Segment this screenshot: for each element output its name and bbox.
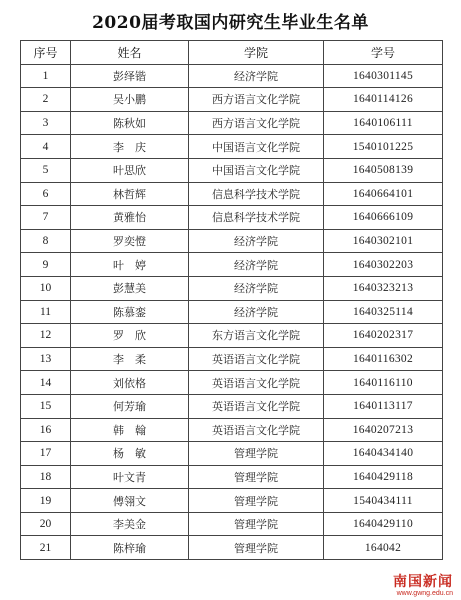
cell-student-id: 1640429118 (324, 465, 443, 489)
news-watermark (361, 574, 453, 598)
watermark-url: www.gwng.edu.cn (396, 590, 453, 597)
cell-school: 经济学院 (189, 253, 324, 277)
header-student-id: 学号 (324, 41, 443, 65)
cell-student-id: 1640434140 (324, 442, 443, 466)
table-row (21, 88, 443, 112)
cell-school: 经济学院 (189, 229, 324, 253)
cell-student-id: 1640664101 (324, 182, 443, 206)
cell-name: 黄雅怡 (71, 206, 189, 230)
cell-name: 彭绎锴 (71, 64, 189, 88)
cell-school: 经济学院 (189, 300, 324, 324)
cell-index: 10 (21, 276, 71, 300)
cell-index: 9 (21, 253, 71, 277)
cell-name: 吴小鹏 (71, 88, 189, 112)
table-row (21, 300, 443, 324)
table-header-row (21, 41, 443, 65)
cell-name: 陈慕銮 (71, 300, 189, 324)
cell-student-id: 1640114126 (324, 88, 443, 112)
cell-student-id: 1540101225 (324, 135, 443, 159)
table-row (21, 394, 443, 418)
cell-student-id: 1640116302 (324, 347, 443, 371)
table-row (21, 253, 443, 277)
cell-name: 傅翎文 (71, 489, 189, 513)
cell-index: 12 (21, 324, 71, 348)
cell-name: 叶文青 (71, 465, 189, 489)
table-row (21, 512, 443, 536)
cell-name: 杨 敏 (71, 442, 189, 466)
cell-name: 林哲辉 (71, 182, 189, 206)
cell-name: 罗奕憕 (71, 229, 189, 253)
table-row (21, 111, 443, 135)
table-row (21, 418, 443, 442)
cell-index: 15 (21, 394, 71, 418)
table-row (21, 158, 443, 182)
cell-index: 3 (21, 111, 71, 135)
cell-school: 管理学院 (189, 512, 324, 536)
cell-index: 7 (21, 206, 71, 230)
cell-index: 6 (21, 182, 71, 206)
cell-student-id: 1640325114 (324, 300, 443, 324)
cell-name: 彭慧美 (71, 276, 189, 300)
table-body (21, 64, 443, 559)
cell-school: 信息科学技术学院 (189, 206, 324, 230)
cell-student-id: 1640323213 (324, 276, 443, 300)
cell-school: 英语语言文化学院 (189, 418, 324, 442)
document-title: 2020届考取国内研究生毕业生名单 (92, 13, 369, 33)
cell-school: 英语语言文化学院 (189, 394, 324, 418)
cell-index: 1 (21, 64, 71, 88)
cell-index: 18 (21, 465, 71, 489)
cell-school: 东方语言文化学院 (189, 324, 324, 348)
cell-school: 管理学院 (189, 536, 324, 560)
cell-index: 14 (21, 371, 71, 395)
header-school: 学院 (189, 41, 324, 65)
table-row (21, 442, 443, 466)
cell-school: 西方语言文化学院 (189, 111, 324, 135)
cell-name: 罗 欣 (71, 324, 189, 348)
cell-school: 经济学院 (189, 64, 324, 88)
cell-index: 5 (21, 158, 71, 182)
cell-name: 陈梓瑜 (71, 536, 189, 560)
cell-name: 何芳瑜 (71, 394, 189, 418)
graduate-roster-table (20, 40, 443, 560)
cell-index: 20 (21, 512, 71, 536)
table-row (21, 229, 443, 253)
cell-student-id: 1640429110 (324, 512, 443, 536)
cell-student-id: 1540434111 (324, 489, 443, 513)
cell-name: 韩 翰 (71, 418, 189, 442)
cell-student-id: 1640302203 (324, 253, 443, 277)
cell-school: 信息科学技术学院 (189, 182, 324, 206)
cell-name: 叶 婷 (71, 253, 189, 277)
cell-school: 西方语言文化学院 (189, 88, 324, 112)
table-row (21, 324, 443, 348)
table-row (21, 182, 443, 206)
cell-student-id: 1640116110 (324, 371, 443, 395)
cell-school: 经济学院 (189, 276, 324, 300)
table-row (21, 64, 443, 88)
cell-name: 李 柔 (71, 347, 189, 371)
cell-index: 19 (21, 489, 71, 513)
watermark-logo: 南国新闻 (393, 574, 453, 590)
cell-name: 陈秋如 (71, 111, 189, 135)
cell-student-id: 1640207213 (324, 418, 443, 442)
cell-school: 英语语言文化学院 (189, 347, 324, 371)
cell-school: 管理学院 (189, 489, 324, 513)
table-row (21, 371, 443, 395)
cell-index: 11 (21, 300, 71, 324)
table-row (21, 135, 443, 159)
table-row (21, 276, 443, 300)
cell-index: 17 (21, 442, 71, 466)
table-row (21, 489, 443, 513)
cell-name: 叶思欣 (71, 158, 189, 182)
cell-student-id: 1640202317 (324, 324, 443, 348)
cell-student-id: 1640106111 (324, 111, 443, 135)
cell-student-id: 1640113117 (324, 394, 443, 418)
cell-school: 中国语言文化学院 (189, 158, 324, 182)
table-row (21, 206, 443, 230)
cell-index: 2 (21, 88, 71, 112)
cell-school: 中国语言文化学院 (189, 135, 324, 159)
cell-index: 21 (21, 536, 71, 560)
cell-student-id: 164042 (324, 536, 443, 560)
table-row (21, 536, 443, 560)
cell-student-id: 1640508139 (324, 158, 443, 182)
table-row (21, 465, 443, 489)
header-index: 序号 (21, 41, 71, 65)
cell-student-id: 1640301145 (324, 64, 443, 88)
cell-name: 刘依格 (71, 371, 189, 395)
cell-index: 16 (21, 418, 71, 442)
cell-index: 4 (21, 135, 71, 159)
cell-name: 李美金 (71, 512, 189, 536)
cell-school: 管理学院 (189, 465, 324, 489)
cell-index: 13 (21, 347, 71, 371)
cell-student-id: 1640302101 (324, 229, 443, 253)
cell-index: 8 (21, 229, 71, 253)
header-name: 姓名 (71, 41, 189, 65)
cell-school: 管理学院 (189, 442, 324, 466)
table-row (21, 347, 443, 371)
cell-school: 英语语言文化学院 (189, 371, 324, 395)
cell-student-id: 1640666109 (324, 206, 443, 230)
cell-name: 李 庆 (71, 135, 189, 159)
